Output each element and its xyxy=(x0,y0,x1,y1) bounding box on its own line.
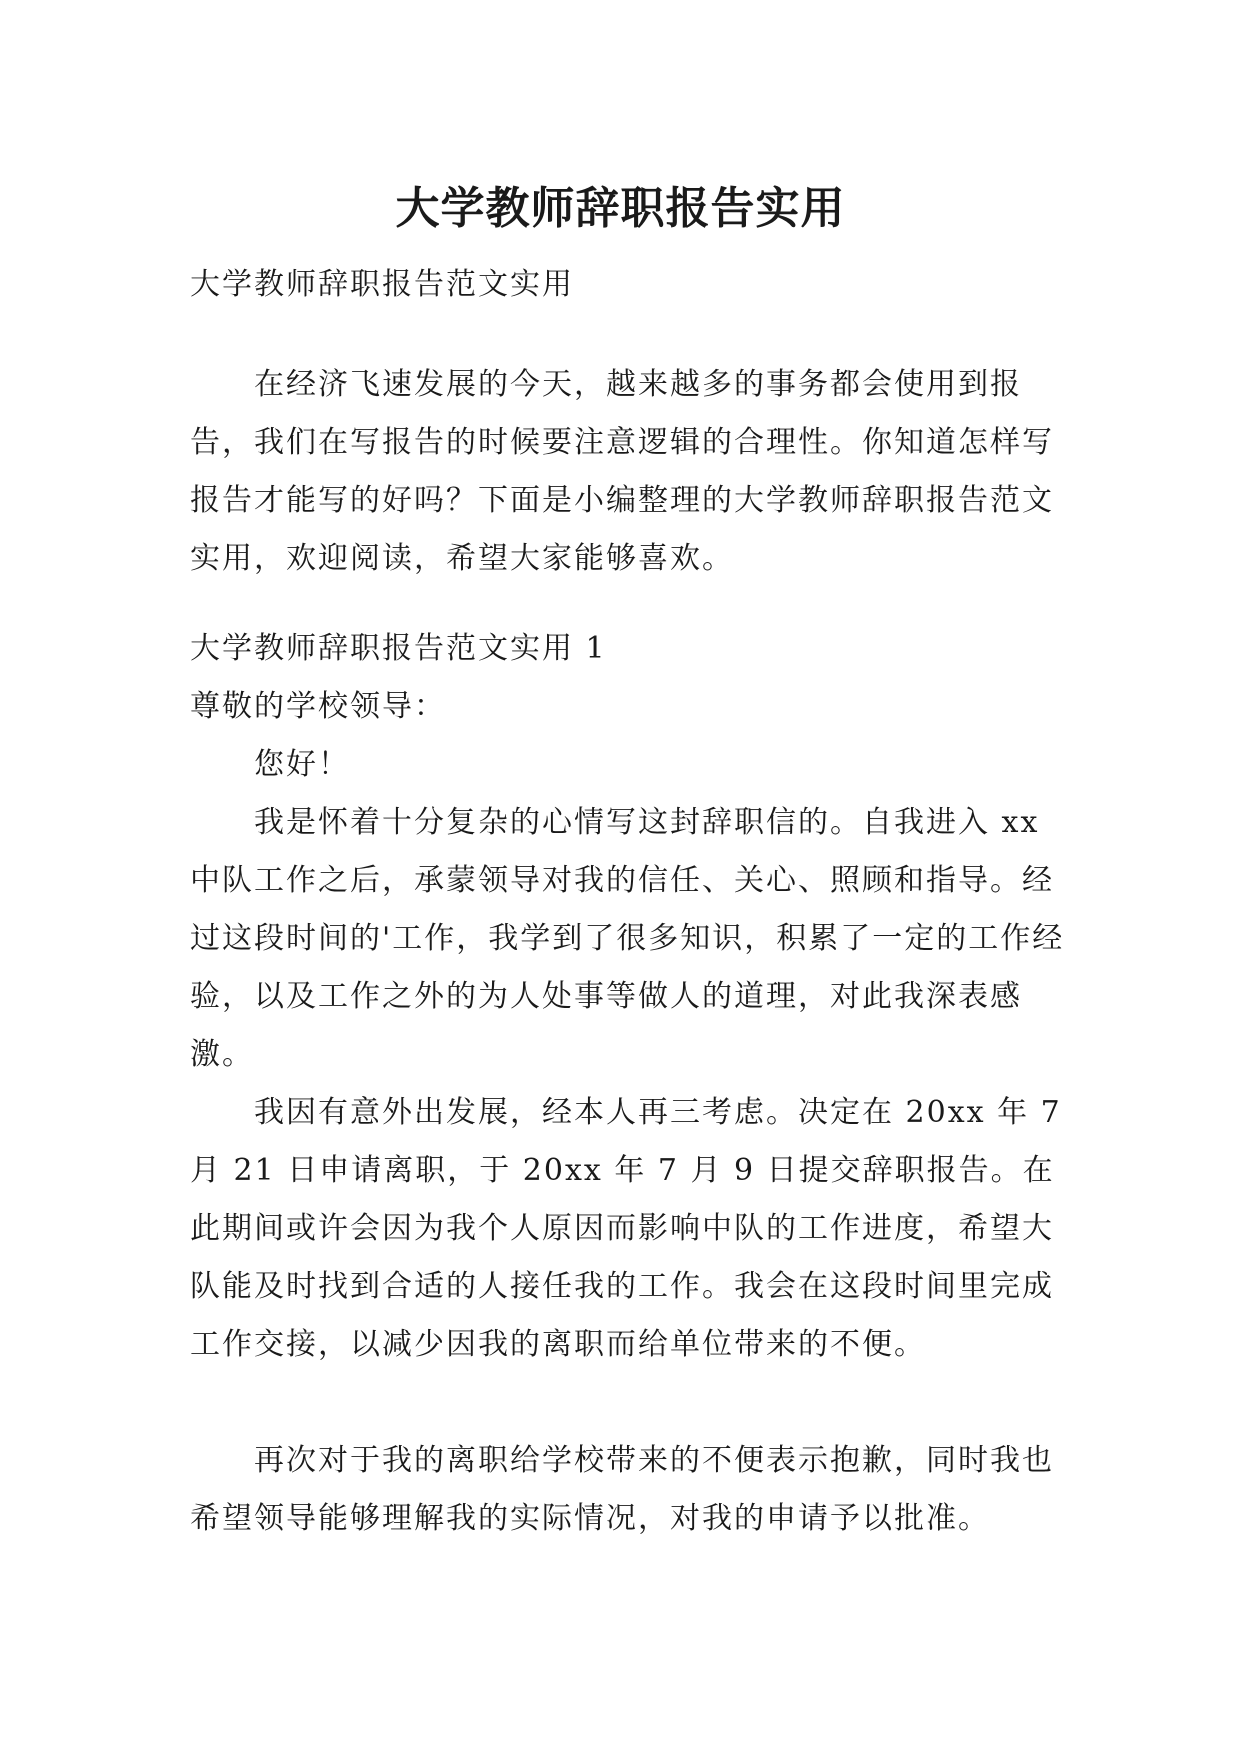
section-heading: 大学教师辞职报告范文实用 1 xyxy=(190,631,607,666)
document-title: 大学教师辞职报告实用 xyxy=(395,183,846,235)
salutation: 尊敬的学校领导： xyxy=(190,689,446,724)
body-paragraph: 我是怀着十分复杂的心情写这封辞职信的。自我进入 xx 中队工作之后，承蒙领导对我的信任、关心、照顾和指导。经过这段时间的'工作，我学到了很多知识，积累了一定的工作经验，以及工作之外的为人处事等做人的道理，对此我深表感激。 xyxy=(190,805,1065,1072)
intro-paragraph: 在经济飞速发展的今天，越来越多的事务都会使用到报告，我们在写报告的时候要注意逻辑的合理性。你知道怎样写报告才能写的好吗？下面是小编整理的大学教师辞职报告范文实用，欢迎阅读，希望大家能够喜欢。 xyxy=(190,367,1054,576)
body-paragraph: 我因有意外出发展，经本人再三考虑。决定在 20xx 年 7 月 21 日申请离职，于 20xx 年 7 月 9 日提交辞职报告。在此期间或许会因为我个人原因而影响中队的工作进度，希望大队能及时找到合适的人接任我的工作。我会在这段时间里完成工作交接，以减少因我的离职而给单位带来的不便。 xyxy=(190,1095,1062,1362)
greeting: 您好！ xyxy=(254,747,350,782)
subtitle: 大学教师辞职报告范文实用 xyxy=(190,267,574,302)
body-paragraph: 再次对于我的离职给学校带来的不便表示抱歉，同时我也希望领导能够理解我的实际情况，对我的申请予以批准。 xyxy=(190,1443,1054,1536)
